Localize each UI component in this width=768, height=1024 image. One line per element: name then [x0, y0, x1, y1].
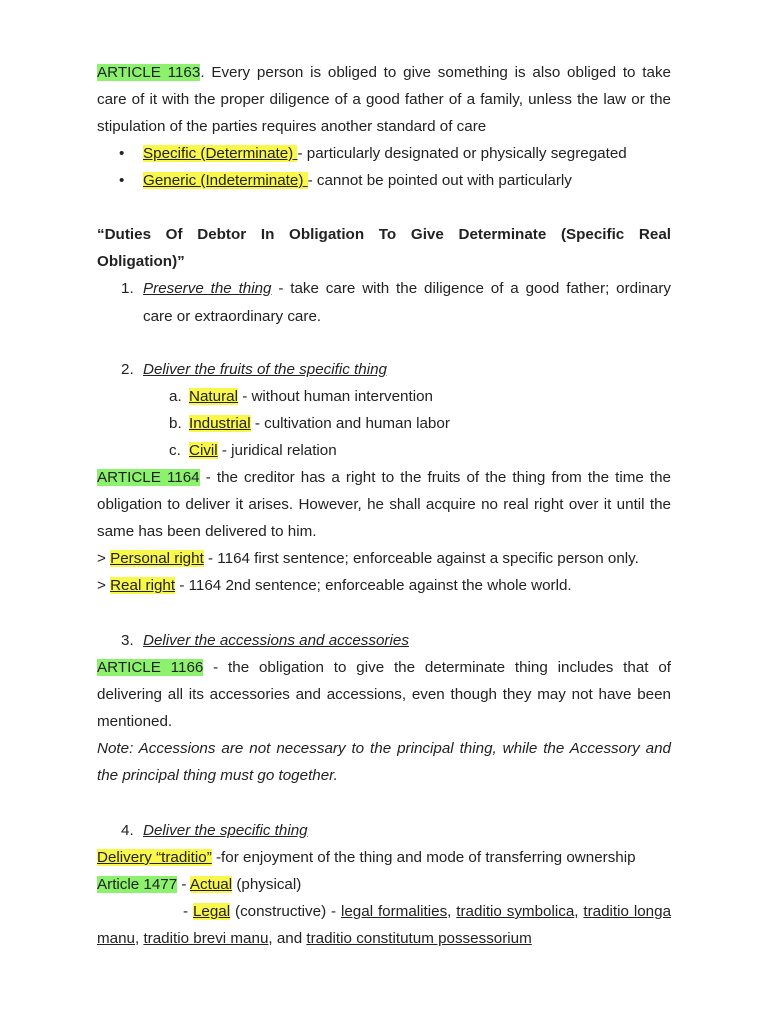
article-1166-line1: ARTICLE 1166 - the obligation to give the determinate thing includes that of — [97, 659, 671, 676]
article-1164-label: ARTICLE 1164 — [97, 469, 200, 486]
note-line1: Note: Accessions are not necessary to the principal thing, while the Accessory and — [97, 740, 671, 757]
article-1166-line3: mentioned. — [97, 713, 173, 730]
bullet-icon: • — [119, 145, 125, 162]
item-title: Preserve the thing — [143, 280, 272, 297]
article-1166-label: ARTICLE 1166 — [97, 659, 204, 676]
sub-item: c. Civil - juridical relation — [169, 442, 337, 459]
article-1477-line: Article 1477 - Actual (physical) — [97, 876, 302, 893]
duties-heading-line2: Obligation)” — [97, 253, 185, 270]
delivery-line: Delivery “traditio” -for enjoyment of the thing and mode of transferring ownership — [97, 849, 636, 866]
sub-item: a. Natural - without human intervention — [169, 388, 433, 405]
delivery-term: Delivery “traditio” — [97, 849, 212, 866]
article-1163-line1: ARTICLE 1163. Every person is obliged to give something is also obliged to take — [97, 64, 671, 81]
note-line2: the principal thing must go together. — [97, 767, 338, 784]
item-title: Deliver the fruits of the specific thing — [143, 361, 387, 378]
article-1163-label: ARTICLE 1163 — [97, 64, 201, 81]
item-title: Deliver the specific thing — [143, 822, 308, 839]
bullet-term: Generic (Indeterminate) — [143, 172, 308, 189]
article-1163-line2: care of it with the proper diligence of a good father of a family, unless the law or the — [97, 91, 671, 108]
list-item-1-cont: care or extraordinary care. — [143, 308, 322, 325]
bullet-icon: • — [119, 172, 125, 189]
article-1164-line3: same has been delivered to him. — [97, 523, 317, 540]
legal-line2: manu, traditio brevi manu, and traditio constitutum possessorium — [97, 930, 532, 947]
duties-heading-line1: “Duties Of Debtor In Obligation To Give Determinate (Specific Real — [97, 226, 671, 243]
article-1477-label: Article 1477 — [97, 876, 178, 893]
sub-item: b. Industrial - cultivation and human labor — [169, 415, 450, 432]
legal-line1: - Legal (constructive) - legal formalities, traditio symbolica, traditio longa — [183, 903, 672, 920]
article-1166-line2: delivering all its accessories and accessions, even though they may not have been — [97, 686, 671, 703]
article-1163-line3: stipulation of the parties requires another standard of care — [97, 118, 487, 135]
personal-right-line: > Personal right - 1164 first sentence; enforceable against a specific person only. — [97, 550, 639, 567]
real-right-line: > Real right - 1164 2nd sentence; enforceable against the whole world. — [97, 577, 572, 594]
bullet-term: Specific (Determinate) — [143, 145, 298, 162]
article-1164-line1: ARTICLE 1164 - the creditor has a right to the fruits of the thing from the time the — [97, 469, 672, 486]
item-title: Deliver the accessions and accessories — [143, 632, 409, 649]
article-1164-line2: obligation to deliver it arises. However, he shall acquire no real right over it until the — [97, 496, 671, 513]
